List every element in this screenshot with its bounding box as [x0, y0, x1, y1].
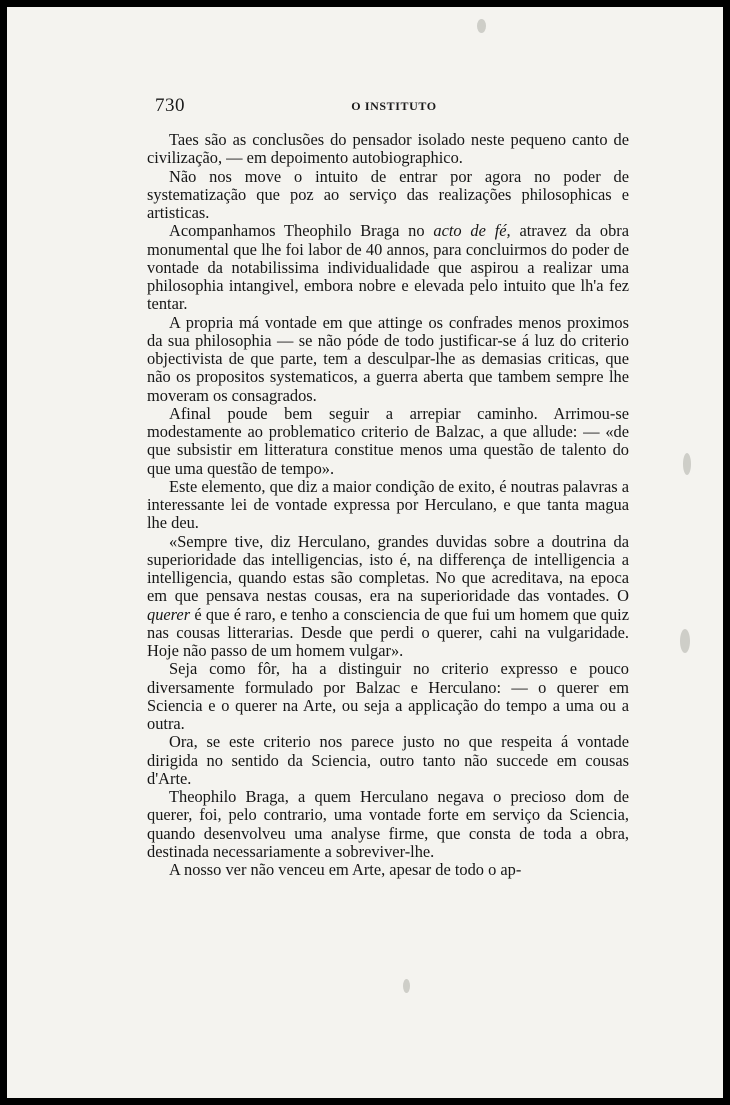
- paragraph: Este elemento, que diz a maior condição de exito, é noutras palavras a interessante lei de vontade expressa por Herculano, e que tanta magua lhe deu.: [147, 476, 629, 533]
- paragraph: A nosso ver não venceu em Arte, apesar de todo o ap-: [169, 860, 522, 879]
- body-text: [147, 131, 629, 879]
- paper-speck: [477, 19, 486, 33]
- italic-phrase: acto de fé,: [433, 221, 511, 241]
- italic-word: querer: [147, 604, 191, 624]
- running-head: [155, 95, 633, 115]
- paragraph: Seja como fôr, ha a distinguir no criterio expresso e pouco diversamente formulado por Balzac e Herculano: — o querer em Sciencia e o querer na Arte, ou seja a applicação do tempo a uma ou a outra.: [147, 659, 629, 733]
- paragraph: Theophilo Braga, a quem Herculano negava o precioso dom de querer, foi, pelo contrario, uma vontade forte em serviço da Sciencia, quando desenvolveu uma analyse firme, que consta de toda a obra, destinada necessariamente a sobreviver-lhe.: [147, 787, 629, 861]
- journal-title: O INSTITUTO: [351, 99, 437, 113]
- paragraph: Taes são as conclusões do pensador isolado neste pequeno canto de civilização, — em depoimento autobiographico.: [147, 130, 629, 168]
- paragraph: Acompanhamos Theophilo Braga no acto de fé, atravez da obra monumental que lhe foi labor de 40 annos, para concluirmos do poder de vontade da notabilissima individualidade que aspirou a realizar uma philosophia intangivel, embora nobre e elevada pelo intuito que lh'a fez tentar.: [147, 221, 629, 314]
- paragraph: Afinal poude bem seguir a arrepiar caminho. Arrimou-se modestamente ao problematico criterio de Balzac, a que allude: — «de que subsistir em litteratura constitue menos uma questão de talento do que uma questão de tempo».: [147, 403, 629, 478]
- paragraph: A propria má vontade em que attinge os confrades menos proximos da sua philosophia — se não póde de todo justificar-se á luz do criterio objectivista de que parte, tem a desculpar-lhe as demasias criticas, que não os propositos systematicos, a guerra aberta que tambem sempre lhe moveram os consagrados.: [147, 312, 629, 405]
- paragraph: Ora, se este criterio nos parece justo no que respeita á vontade dirigida no sentido da Sciencia, outro tanto não succede em cousas d'Arte.: [147, 732, 629, 788]
- paper-speck: [680, 629, 690, 653]
- paper-speck: [403, 979, 410, 993]
- paragraph: Não nos move o intuito de entrar por agora no poder de systematização que poz ao serviço das realizações philosophicas e artisticas.: [147, 166, 629, 222]
- book-page: [7, 7, 723, 1098]
- paragraph: «Sempre tive, diz Herculano, grandes duvidas sobre a doutrina da superioridade das intelligencias, isto é, na differença de intelligencia a intelligencia, quando estas são completas. No que acreditava, na epoca em que pensava nestas cousas, era na superioridade das vontades. O querer é que é raro, e tenho a consciencia de que fui um homem que quiz nas cousas litterarias. Desde que perdi o querer, cahi na vulgaridade. Hoje não passo de um homem vulgar».: [147, 531, 629, 660]
- paper-speck: [683, 453, 691, 475]
- page-number: 730: [155, 95, 185, 116]
